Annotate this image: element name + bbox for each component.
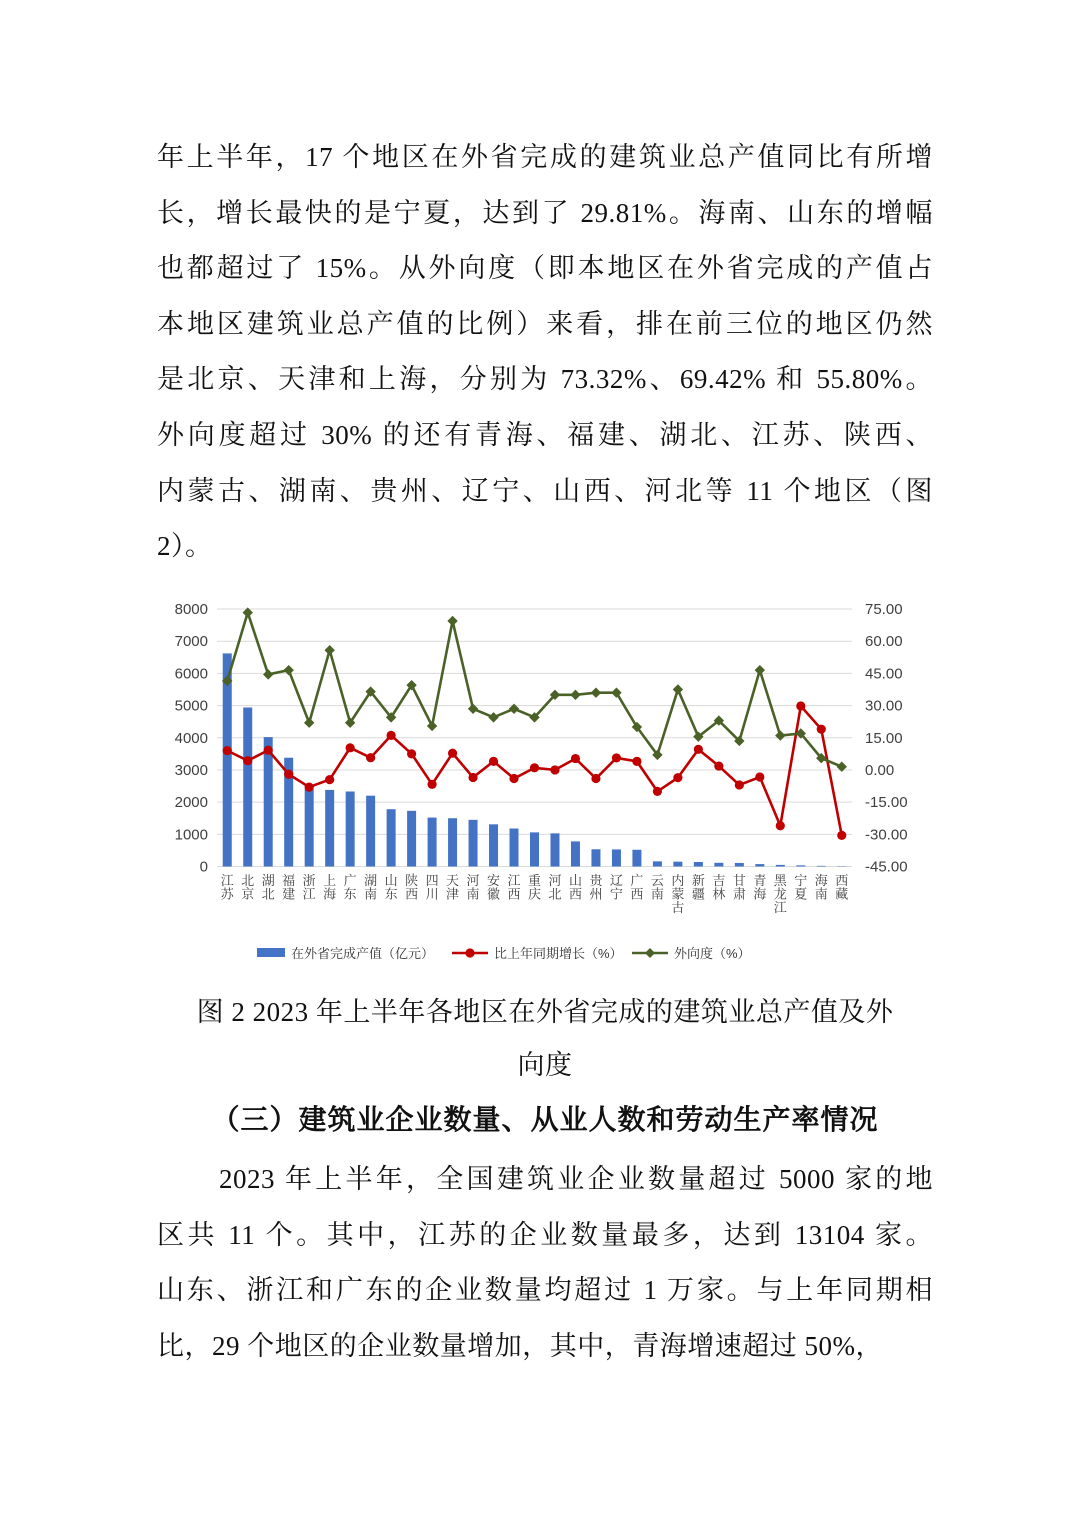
paragraph-2 — [157, 1152, 933, 1374]
svg-text:30.00: 30.00 — [865, 697, 903, 715]
svg-text:海南: 海南 — [814, 873, 828, 902]
svg-text:8000: 8000 — [174, 601, 208, 618]
svg-text:广东: 广东 — [343, 873, 357, 902]
svg-text:7000: 7000 — [174, 633, 208, 651]
svg-text:陕西: 陕西 — [405, 873, 419, 902]
svg-text:重庆: 重庆 — [527, 873, 542, 902]
svg-text:福建: 福建 — [282, 873, 296, 902]
body-line: 2）。 — [157, 531, 213, 562]
svg-text:比上年同期增长（%）: 比上年同期增长（%） — [494, 946, 623, 961]
svg-text:0.00: 0.00 — [865, 761, 895, 779]
svg-text:四川: 四川 — [425, 873, 439, 902]
svg-text:外向度（%）: 外向度（%） — [674, 946, 751, 961]
svg-text:浙江: 浙江 — [302, 873, 316, 902]
svg-text:西藏: 西藏 — [835, 873, 849, 902]
svg-text:1000: 1000 — [174, 826, 208, 844]
svg-text:-45.00: -45.00 — [865, 858, 908, 876]
figure-caption-line1: 图 2 2023 年上半年各地区在外省完成的建筑业总产值及外 — [196, 997, 894, 1027]
svg-text:北京: 北京 — [241, 873, 255, 902]
svg-text:新疆: 新疆 — [691, 873, 705, 902]
svg-text:辽宁: 辽宁 — [609, 873, 623, 902]
svg-text:山东: 山东 — [384, 873, 398, 902]
svg-text:2000: 2000 — [174, 794, 208, 812]
series-waixiangdu-line — [222, 607, 847, 772]
svg-text:上海: 上海 — [323, 873, 337, 902]
svg-text:宁夏: 宁夏 — [794, 873, 808, 902]
svg-text:青海: 青海 — [753, 873, 767, 902]
svg-text:内蒙古: 内蒙古 — [671, 873, 685, 915]
right-axis-labels — [865, 601, 908, 876]
svg-text:6000: 6000 — [174, 665, 208, 683]
svg-text:河北: 河北 — [548, 873, 562, 902]
paragraph-1 — [157, 130, 933, 575]
svg-text:3000: 3000 — [174, 761, 208, 779]
body-line: 2023 年上半年，全国建筑业企业数量超过 5000 家的地 — [219, 1164, 933, 1194]
svg-text:甘肃: 甘肃 — [732, 873, 746, 902]
body-line: 外向度超过 30% 的还有青海、福建、湖北、江苏、陕西、 — [157, 419, 933, 450]
svg-text:湖南: 湖南 — [364, 873, 378, 902]
figure-caption — [157, 986, 933, 1092]
body-line: 比，29 个地区的企业数量增加，其中，青海增速超过 50%， — [157, 1330, 883, 1361]
svg-text:15.00: 15.00 — [865, 729, 903, 747]
svg-text:-30.00: -30.00 — [865, 826, 908, 844]
body-line: 内蒙古、湖南、贵州、辽宁、山西、河北等 11 个地区（图 — [157, 475, 933, 506]
section-heading: （三）建筑业企业数量、从业人数和劳动生产率情况 — [211, 1105, 879, 1136]
body-line: 也都超过了 15%。从外向度（即本地区在外省完成的产值占 — [157, 253, 933, 284]
body-line: 长，增长最快的是宁夏，达到了 29.81%。海南、山东的增幅 — [157, 197, 933, 228]
svg-text:在外省完成产值（亿元）: 在外省完成产值（亿元） — [291, 946, 435, 961]
x-axis-labels — [221, 873, 849, 915]
svg-text:贵州: 贵州 — [589, 873, 603, 902]
svg-text:广西: 广西 — [630, 873, 644, 902]
figure2-chart-svg — [160, 593, 960, 978]
svg-text:45.00: 45.00 — [865, 665, 903, 683]
svg-text:黑龙江: 黑龙江 — [773, 873, 787, 915]
figure-caption-line2: 向度 — [517, 1050, 573, 1080]
svg-text:75.00: 75.00 — [865, 601, 903, 618]
left-axis-labels — [175, 601, 208, 876]
svg-text:湖北: 湖北 — [261, 873, 275, 902]
body-line: 本地区建筑业总产值的比例）来看，排在前三位的地区仍然 — [157, 308, 933, 339]
svg-text:江西: 江西 — [507, 873, 521, 902]
svg-text:0: 0 — [199, 858, 208, 876]
svg-text:5000: 5000 — [174, 697, 208, 715]
svg-text:-15.00: -15.00 — [865, 794, 908, 812]
figure2-chart — [160, 593, 960, 978]
legend — [257, 946, 751, 961]
svg-text:60.00: 60.00 — [865, 633, 903, 651]
svg-text:安徽: 安徽 — [487, 873, 501, 902]
svg-text:山西: 山西 — [568, 873, 582, 902]
svg-text:吉林: 吉林 — [712, 873, 726, 902]
body-line: 区共 11 个。其中，江苏的企业数量最多，达到 13104 家。 — [157, 1219, 933, 1250]
svg-text:河南: 河南 — [466, 873, 480, 902]
body-line: 年上半年，17 个地区在外省完成的建筑业总产值同比有所增 — [157, 142, 933, 172]
svg-text:云南: 云南 — [650, 873, 664, 902]
body-line: 是北京、天津和上海，分别为 73.32%、69.42% 和 55.80%。 — [157, 364, 933, 395]
svg-text:天津: 天津 — [446, 873, 460, 902]
body-line: 山东、浙江和广东的企业数量均超过 1 万家。与上年同期相 — [157, 1275, 933, 1306]
svg-text:江苏: 江苏 — [220, 873, 234, 902]
svg-text:4000: 4000 — [174, 729, 208, 747]
